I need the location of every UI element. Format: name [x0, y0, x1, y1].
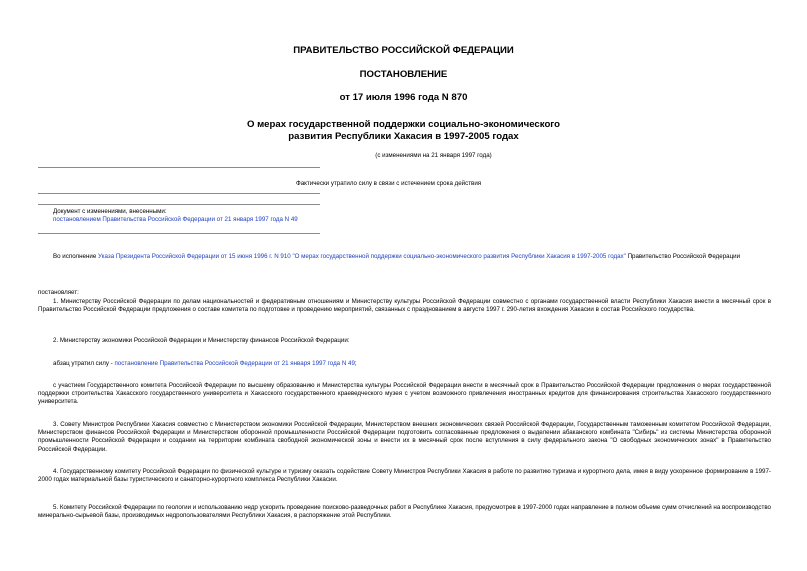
title-line-1: О мерах государственной поддержки социально-экономического	[246, 119, 561, 130]
title-line-2: развития Республики Хакасия в 1997-2005 годах	[288, 131, 519, 142]
lapsed-prefix: абзац утратил силу -	[53, 360, 115, 367]
intro-prefix: Во исполнение	[53, 253, 98, 260]
lapsed-suffix: ;	[354, 360, 357, 367]
intro-suffix: Правительство Российской Федерации	[625, 253, 741, 260]
decrees-label: постановляет:	[38, 289, 79, 296]
intro-paragraph	[38, 253, 771, 261]
date-number: от 17 июля 1996 года N 870	[339, 92, 468, 103]
document-title	[0, 119, 807, 143]
divider	[38, 204, 320, 205]
item-4: 4. Государственному комитету Российской Федерации по физической культуре и туризму оказать содействие Совету Министров Республики Хакасия в работе по развитию туризма и курортного дела, имея в виду ускоренное формирование в 1997-2000 годах материальной базы туристического и санаторно-курортного комплекса Республики Хакасии.	[38, 468, 771, 484]
changes-label: Документ с изменениями, внесенными:	[53, 208, 167, 215]
changes-box	[53, 208, 298, 224]
divider	[38, 193, 320, 194]
item-2-lapsed-paragraph	[53, 360, 357, 368]
amendment-link[interactable]: постановлением Правительства Российской Федерации от 21 января 1997 года N 49	[53, 216, 298, 224]
government-heading: ПРАВИТЕЛЬСТВО РОССИЙСКОЙ ФЕДЕРАЦИИ	[293, 45, 514, 56]
amendments-note: (с изменениями на 21 января 1997 года)	[375, 152, 492, 159]
document-type-heading: ПОСТАНОВЛЕНИЕ	[359, 69, 448, 80]
item-1: 1. Министерству Российской Федерации по делам национальностей и федеративным отношениям и Министерству культуры Российской Федерации совместно с органами государственной власти Республики Хакасия внести в месячный срок в Правительство Российской Федерации предложения о составе комитета по подготовке и проведению мероприятий, связанных с празднованием в августе 1997 г. 290-летия вхождения Хакасии в состав Российского государства.	[38, 298, 771, 314]
item-2-paragraph-b: с участием Государственного комитета Российской Федерации по высшему образованию и Министерства культуры Российской Федерации внести в месячный срок в Правительство Российской Федерации предложения о мерах государственной поддержки строительства Хакасского государственного университета и Хакасского государственного краеведческого музея с учетом возможного привлечения иностранных кредитов для финансирования строительства Хакасского государственного университета.	[38, 382, 771, 406]
divider	[38, 233, 320, 234]
item-2: 2. Министерству экономики Российской Федерации и Министерству финансов Российской Федерации:	[53, 337, 350, 344]
item-5: 5. Комитету Российской Федерации по геологии и использованию недр ускорить проведение поисково-разведочных работ в Республике Хакасия, предусмотрев в 1997-2000 годах направление в полном объеме сумм отчислений на воспроизводство минерально-сырьевой базы, производимых недропользователями Республики Хакасия, в распоряжение этой Республики.	[38, 504, 771, 520]
lapsed-resolution-link[interactable]: постановление Правительства Российской Федерации от 21 января 1997 года N 49	[114, 360, 355, 367]
divider	[38, 167, 320, 168]
item-3: 3. Совету Министров Республики Хакасия совместно с Министерством экономики Российской Федерации, Министерством внешних экономических связей Российской Федерации, Государственным таможенным комитетом Российской Федерации, Министерством финансов Российской Федерации и Министерством оборонной промышленности Российской Федерации подготовить согласованные предложения о выделении абаканского комбината "Сибирь" из системы Министерства оборонной промышленности Российской Федерации и создании на территории комбината свободной экономической зоны и внести их в месячный срок после вступления в силу федерального закона "О свободных экономических зонах" в Правительство Российской Федерации.	[38, 421, 771, 453]
presidential-decree-link[interactable]: Указа Президента Российской Федерации от 15 июня 1996 г. N 910 "О мерах государственной поддержки социально-экономического развития Республики Хакасия в 1997-2005 годах"	[98, 253, 626, 260]
status-note: Фактически утратило силу в связи с истечением срока действия	[296, 180, 482, 187]
